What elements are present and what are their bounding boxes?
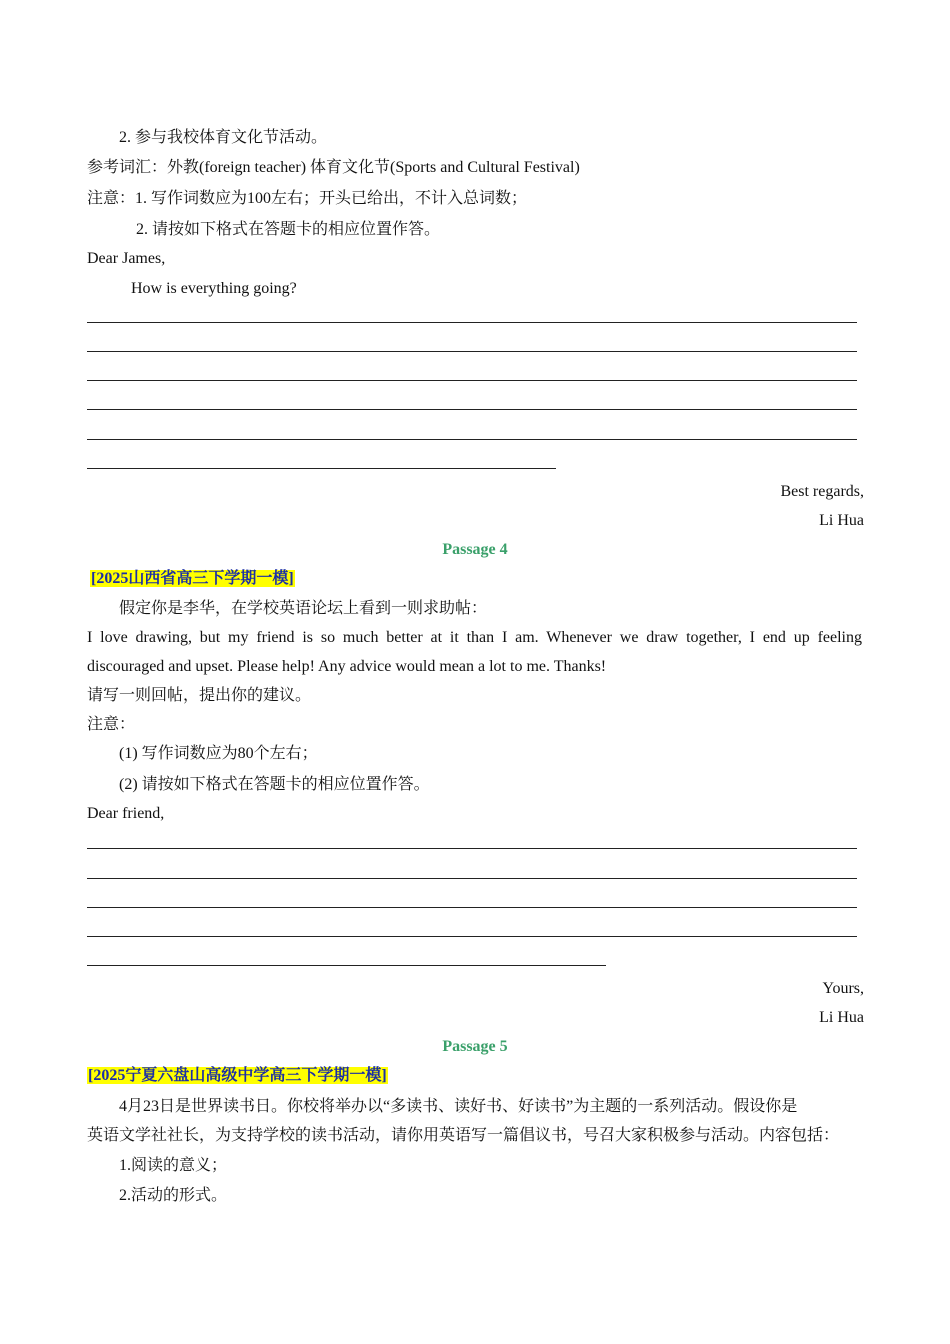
p4-closing: Yours, — [822, 980, 864, 997]
p3-salutation: Dear James, — [87, 250, 166, 267]
p4-post-line-2: discouraged and upset. Please help! Any advice would mean a lot to me. Thanks! — [87, 658, 607, 675]
p4-note-1: (1) 写作词数应为80个左右； — [119, 745, 318, 762]
p4-source-tag — [90, 571, 295, 587]
p5-item-2: 2.活动的形式。 — [119, 1187, 228, 1204]
p5-source-tag — [87, 1068, 388, 1084]
answer-line — [87, 878, 857, 879]
p4-signature: Li Hua — [819, 1009, 864, 1026]
p3-closing: Best regards, — [780, 483, 864, 500]
p4-note-2: (2) 请按如下格式在答题卡的相应位置作答。 — [119, 776, 430, 793]
p3-opening: How is everything going? — [131, 280, 297, 297]
p5-intro-line-1: 4月23日是世界读书日。你校将举办以“多读书、读好书、好读书”为主题的一系列活动。假设你是 — [119, 1098, 798, 1115]
p3-vocab: 参考词汇：外教(foreign teacher) 体育文化节(Sports and Cultural Festival) — [87, 159, 580, 176]
passage-5-title: Passage 5 — [442, 1038, 508, 1055]
answer-line — [87, 907, 857, 908]
p4-post-line-1: I love drawing, but my friend is so much better at it than I am. Whenever we draw together, I end up feeling — [87, 629, 862, 646]
answer-line — [87, 848, 857, 849]
p4-task: 请写一则回帖，提出你的建议。 — [87, 687, 312, 704]
p3-note-1: 注意：1. 写作词数应为100左右；开头已给出，不计入总词数； — [87, 190, 528, 207]
p3-item-2: 2. 参与我校体育文化节活动。 — [119, 129, 328, 146]
answer-line — [87, 965, 606, 966]
p4-source-text: [2025山西省高三下学期一模] — [91, 570, 294, 587]
answer-line — [87, 936, 857, 937]
answer-line — [87, 409, 857, 410]
p5-item-1: 1.阅读的意义； — [119, 1157, 228, 1174]
passage-4-title: Passage 4 — [442, 541, 508, 558]
answer-line — [87, 351, 857, 352]
answer-line — [87, 380, 857, 381]
answer-line — [87, 439, 857, 440]
answer-line — [87, 468, 556, 469]
p3-note-2: 2. 请按如下格式在答题卡的相应位置作答。 — [136, 221, 441, 238]
p3-signature: Li Hua — [819, 512, 864, 529]
answer-line — [87, 322, 857, 323]
p4-salutation: Dear friend, — [87, 805, 165, 822]
p4-intro: 假定你是李华，在学校英语论坛上看到一则求助帖： — [119, 600, 488, 617]
p4-note-label: 注意： — [87, 716, 136, 733]
p5-intro-line-2: 英语文学社社长，为支持学校的读书活动，请你用英语写一篇倡议书，号召大家积极参与活动。内容包括： — [87, 1127, 840, 1144]
p5-source-text: [2025宁夏六盘山高级中学高三下学期一模] — [88, 1067, 387, 1084]
